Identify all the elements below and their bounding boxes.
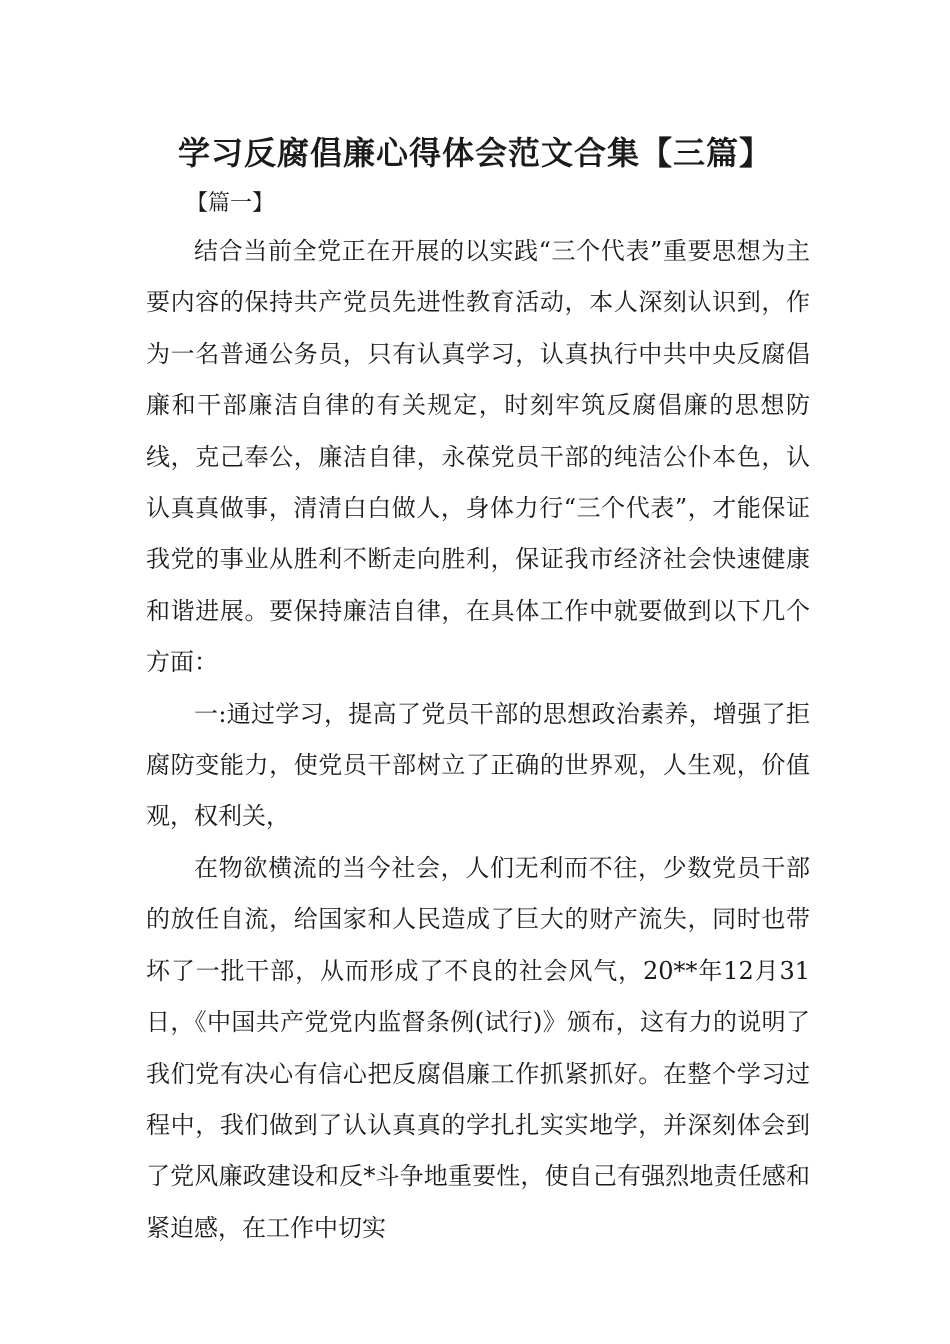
document-title: 学习反腐倡廉心得体会范文合集【三篇】 — [177, 134, 772, 172]
section-heading: 【篇一】 — [186, 191, 275, 216]
body-paragraph-2: 一:通过学习，提高了党员干部的思想政治素养，增强了拒腐防变能力，使党员干部树立了正确的世界观，人生观，价值观，权利关， — [146, 699, 810, 831]
body-paragraph-3: 在物欲横流的当今社会，人们无利而不往，少数党员干部的放任自流，给国家和人民造成了巨大的财产流失，同时也带坏了一批干部，从而形成了不良的社会风气，20**年12月31日，《中国共产党党内监督条例(试行)》颁布，这有力的说明了我们党有决心有信心把反腐倡廉工作抓紧抓好。在整个学习过程中，我们做到了认认真真的学扎扎实实地学，并深刻体会到了党风廉政建设和反*斗争地重要性，使自己有强烈地责任感和紧迫感，在工作中切实 — [146, 853, 810, 1242]
document-body — [146, 226, 810, 1254]
body-paragraph-1: 结合当前全党正在开展的以实践“三个代表”重要思想为主要内容的保持共产党员先进性教育活动，本人深刻认识到，作为一名普通公务员，只有认真学习，认真执行中共中央反腐倡廉和干部廉洁自律的有关规定，时刻牢筑反腐倡廉的思想防线，克己奉公，廉洁自律，永葆党员干部的纯洁公仆本色，认认真真做事，清清白白做人，身体力行“三个代表”，才能保证我党的事业从胜利不断走向胜利，保证我市经济社会快速健康和谐进展。要保持廉洁自律，在具体工作中就要做到以下几个方面： — [146, 237, 810, 677]
